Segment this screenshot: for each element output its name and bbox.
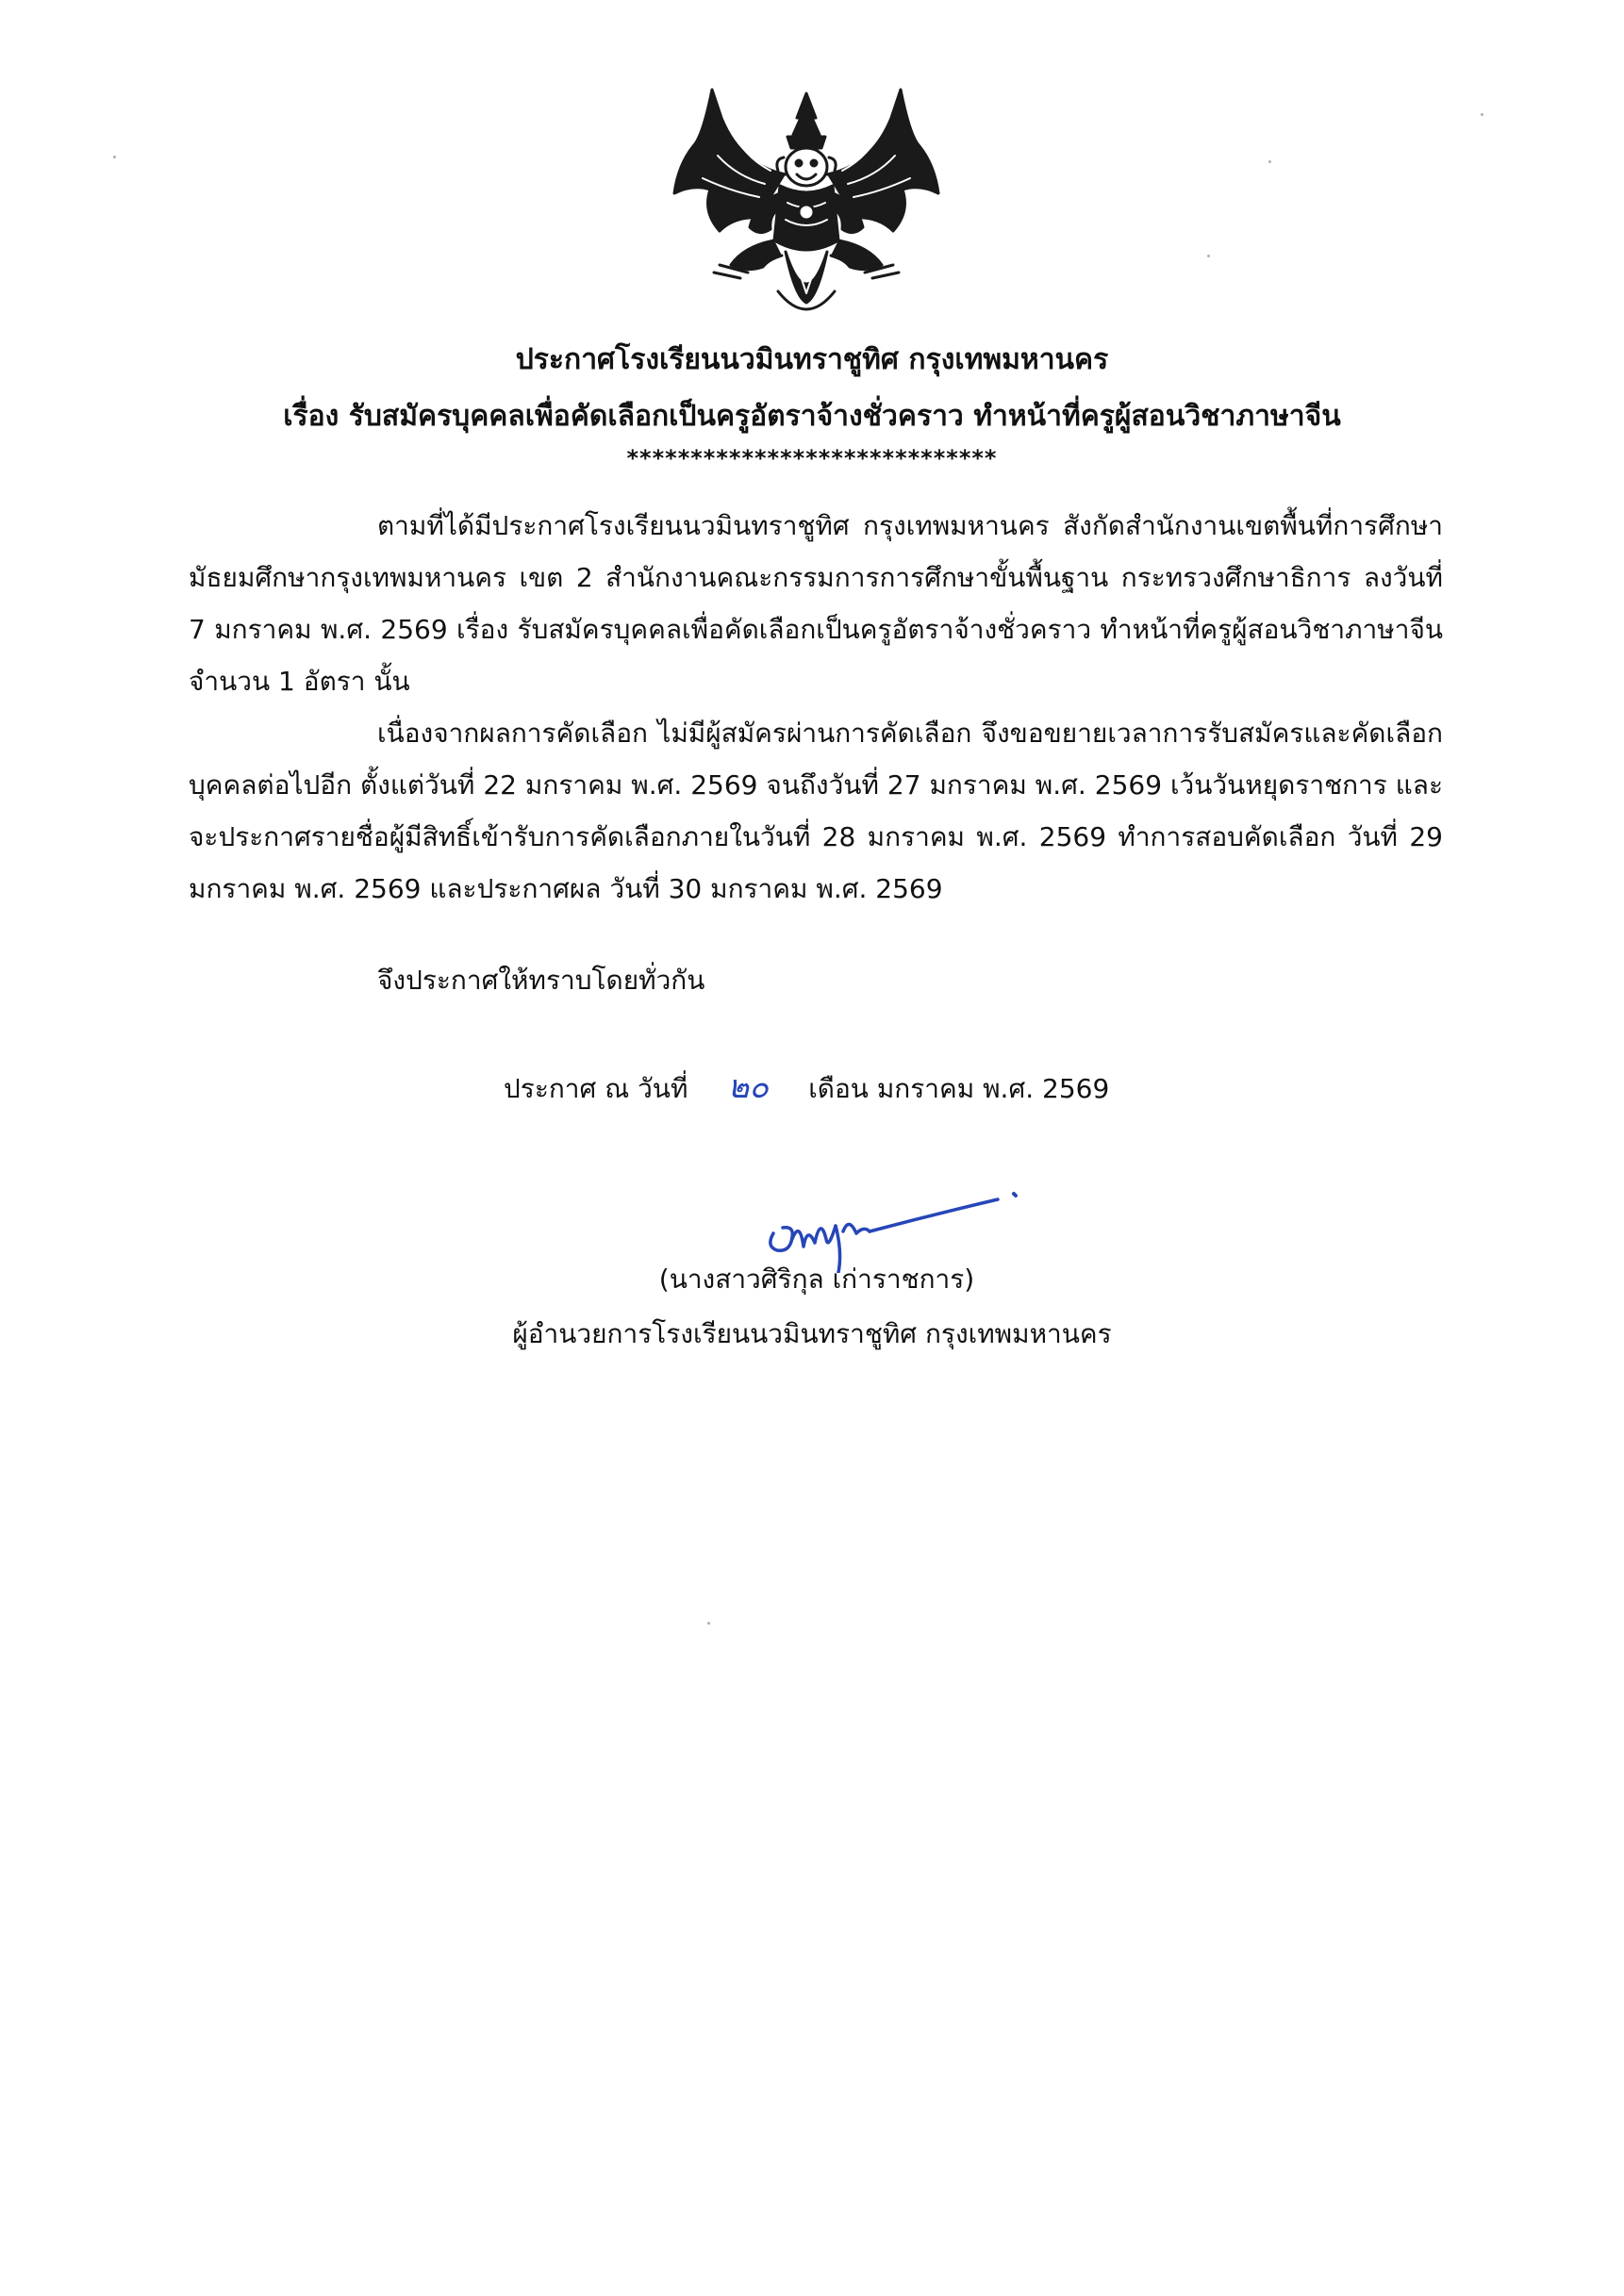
- announcement-title: ประกาศโรงเรียนนวมินทราชูทิศ กรุงเทพมหานคร: [515, 343, 1109, 376]
- body-paragraph: ตามที่ได้มีประกาศโรงเรียนนวมินทราชูทิศ กรุงเทพมหานคร สังกัดสำนักงานเขตพื้นที่การศึกษามัธยมศึกษากรุงเทพมหานคร เขต 2 สำนักงานคณะกรรมการการศึกษาขั้นพื้นฐาน กระทรวงศึกษาธิการ ลงวันที่ 7 มกราคม พ.ศ. 2569 เรื่อง รับสมัครบุคคลเพื่อคัดเลือกเป็นครูอัตราจ้างชั่วคราว ทำหน้าที่ครูผู้สอนวิชาภาษาจีน จำนวน 1 อัตรา นั้น: [189, 510, 1443, 697]
- body-paragraph: เนื่องจากผลการคัดเลือก ไม่มีผู้สมัครผ่านการคัดเลือก จึงขอขยายเวลาการรับสมัครและคัดเลือกบุคคลต่อไปอีก ตั้งแต่วันที่ 22 มกราคม พ.ศ. 2569 จนถึงวันที่ 27 มกราคม พ.ศ. 2569 เว้นวันหยุดราชการ และจะประกาศรายชื่อผู้มีสิทธิ์เข้ารับการคัดเลือกภายในวันที่ 28 มกราคม พ.ศ. 2569 ทำการสอบคัดเลือก วันที่ 29 มกราคม พ.ศ. 2569 และประกาศผล วันที่ 30 มกราคม พ.ศ. 2569: [189, 718, 1443, 904]
- announcement-body: [189, 500, 1443, 915]
- announcement-date: [504, 1068, 1109, 1108]
- date-prefix: ประกาศ ณ วันที่: [504, 1073, 688, 1104]
- closing-statement: จึงประกาศให้ทราบโดยทั่วกัน: [377, 965, 705, 996]
- signer-name: (นางสาวศิริกุล เก่าราชการ): [658, 1264, 975, 1295]
- scan-speck: [1481, 113, 1483, 116]
- scan-speck: [707, 1622, 710, 1625]
- signature-mark: [745, 1160, 1028, 1273]
- garuda-emblem-icon: [665, 80, 948, 335]
- handwritten-day: ๒๐: [727, 1068, 769, 1106]
- announcement-subject: เรื่อง รับสมัครบุคคลเพื่อคัดเลือกเป็นครูอัตราจ้างชั่วคราว ทำหน้าที่ครูผู้สอนวิชาภาษาจีน: [283, 400, 1341, 433]
- title-separator: *****************************: [626, 445, 998, 471]
- date-suffix: เดือน มกราคม พ.ศ. 2569: [808, 1073, 1110, 1104]
- scan-speck: [113, 156, 116, 158]
- scan-speck: [1207, 255, 1210, 257]
- scan-speck: [1268, 160, 1271, 163]
- signer-position: ผู้อำนวยการโรงเรียนนวมินทราชูทิศ กรุงเทพมหานคร: [512, 1318, 1112, 1349]
